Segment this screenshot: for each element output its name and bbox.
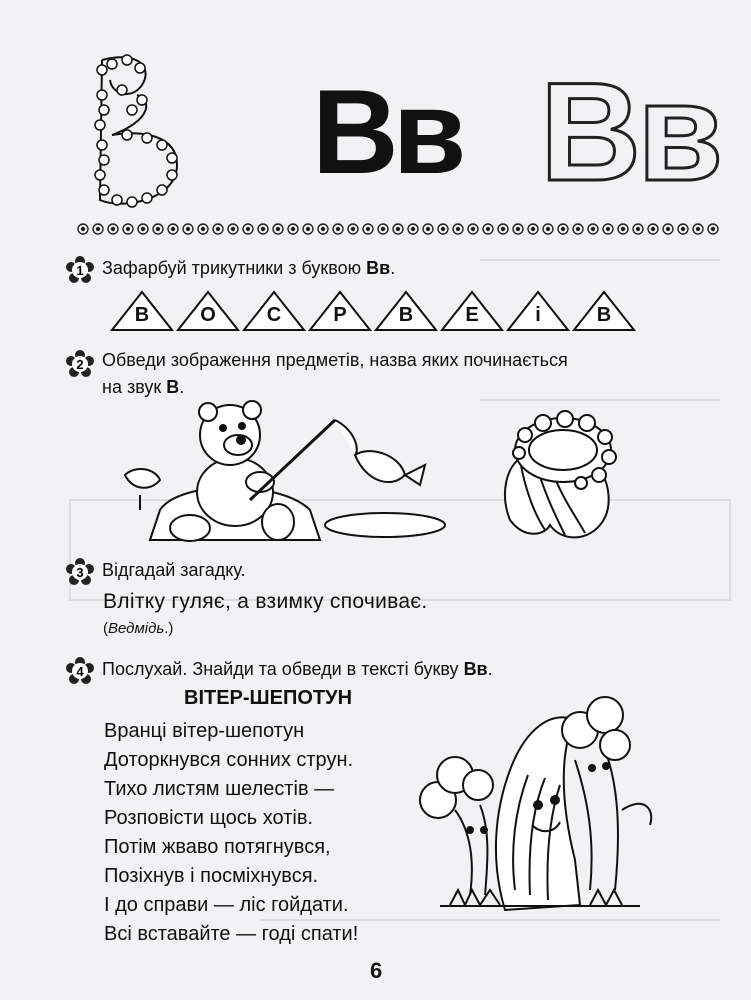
dotted-letter-v: Вв <box>540 53 720 210</box>
task3-instruction: Відгадай загадку. <box>102 560 246 580</box>
triangle-letter[interactable]: і <box>506 290 570 332</box>
svg-text:1: 1 <box>76 263 84 278</box>
wreath-icon[interactable] <box>495 405 625 545</box>
poem-line: Доторкнувся сонних струн. <box>104 749 354 771</box>
task2-instruction: Обведи зображення предметів, назва яких починається на звук В. <box>102 350 568 397</box>
triangle-letter[interactable]: О <box>176 290 240 332</box>
grape-letter-v-icon <box>82 50 192 215</box>
poem-line: Тихо листям шелестів — <box>104 778 335 800</box>
svg-text:2: 2 <box>76 357 84 372</box>
triangle-letter[interactable]: В <box>572 290 636 332</box>
poem-line: Вранці вітер-шепотун <box>104 720 305 742</box>
riddle-answer: (Ведмідь.) <box>103 620 174 637</box>
task-number-1 <box>66 256 94 284</box>
poem-line: І до справи — ліс гойдати. <box>104 894 349 916</box>
poem-line: Потім жваво потягнувся, <box>104 836 331 858</box>
riddle-text: Влітку гуляє, а взимку спочиває. <box>103 590 428 613</box>
task-number-2 <box>66 350 94 378</box>
triangle-letter[interactable]: С <box>242 290 306 332</box>
poem-title: ВІТЕР-ШЕПОТУН <box>184 687 353 709</box>
poem-line: Розповісти щось хотів. <box>104 807 314 829</box>
task4-instruction: Послухай. Знайди та обведи в тексті букву Вв. <box>102 659 493 679</box>
triangle-letter[interactable]: В <box>374 290 438 332</box>
triangle-letter[interactable]: Р <box>308 290 372 332</box>
big-letter-v: Вв <box>312 65 461 199</box>
page-number: 6 <box>370 958 383 983</box>
triangle-letter[interactable]: В <box>110 290 174 332</box>
task-number-4 <box>66 657 94 685</box>
poem-line: Позіхнув і посміхнувся. <box>104 865 319 887</box>
flower-divider <box>75 220 725 238</box>
wind-and-trees-icon <box>410 690 670 915</box>
svg-text:4: 4 <box>76 664 84 679</box>
task1-instruction: Зафарбуй трикутники з буквою Вв. <box>102 258 396 278</box>
poem-body <box>104 717 358 949</box>
triangle-letter[interactable]: Е <box>440 290 504 332</box>
bear-fishing-icon[interactable] <box>120 400 450 550</box>
task-number-3 <box>66 558 94 586</box>
svg-text:3: 3 <box>76 565 84 580</box>
poem-line: Всі вставайте — годі спати! <box>104 923 359 945</box>
